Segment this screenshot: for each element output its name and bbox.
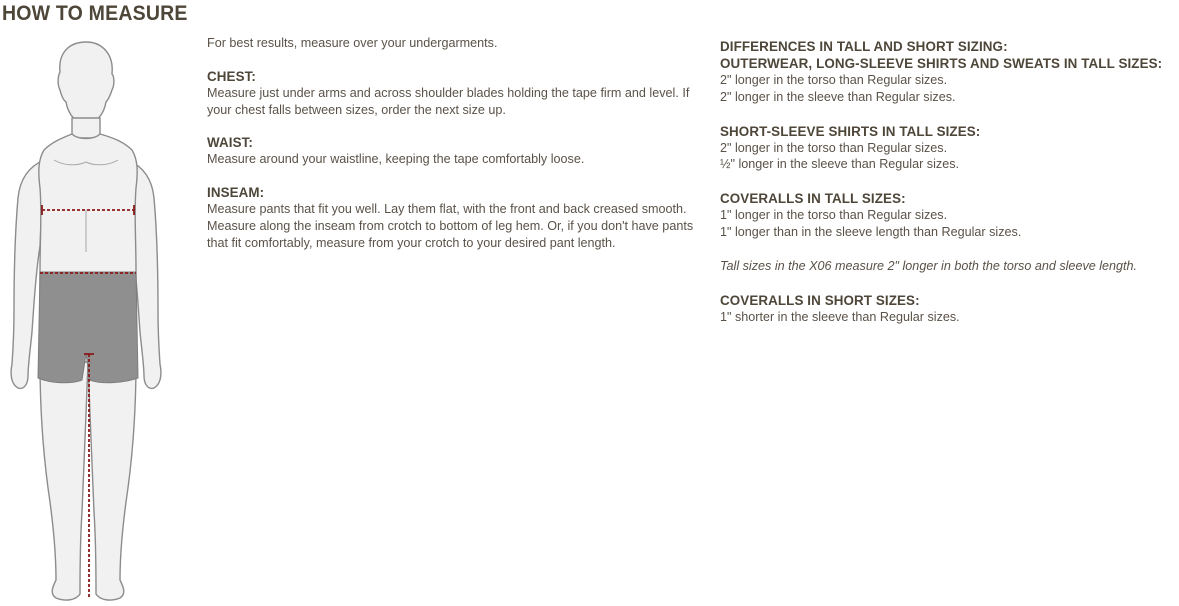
chest-text: Measure just under arms and across shoulder blades holding the tape firm and level. If your chest falls between sizes, order the next size up.	[207, 85, 690, 117]
outerwear-heading: OUTERWEAR, LONG-SLEEVE SHIRTS AND SWEATS IN TALL SIZES:	[720, 56, 1163, 71]
shorts	[38, 272, 138, 383]
outerwear-line: 2" longer in the torso than Regular sizes.	[720, 73, 948, 87]
chest-heading: CHEST:	[207, 68, 256, 84]
inseam-text: Measure pants that fit you well. Lay them flat, with the front and back creased smooth. Measure along the inseam from crotch to bottom of leg hem. Or, if you don't have pants that fit comfortably, measure from your crotch to your desired pant length.	[207, 202, 694, 250]
coveralls-short-line: 1" shorter in the sleeve than Regular sizes.	[720, 309, 960, 324]
coveralls-short-heading: COVERALLS IN SHORT SIZES:	[720, 292, 920, 308]
coveralls-tall-line: 1" longer than in the sleeve length than Regular sizes.	[720, 224, 1022, 239]
page-title: HOW TO MEASURE	[2, 2, 188, 25]
sizing-differences	[720, 38, 1179, 342]
short-sleeve-heading: SHORT-SLEEVE SHIRTS IN TALL SIZES:	[720, 123, 981, 139]
short-sleeve-line: ½" longer in the sleeve than Regular sizes.	[720, 157, 959, 172]
coveralls-short-block	[720, 292, 1179, 326]
outerwear-block	[720, 55, 1179, 106]
differences-heading: DIFFERENCES IN TALL AND SHORT SIZING:	[720, 39, 1008, 54]
coveralls-tall-line: 1" longer in the torso than Regular sizes.	[720, 208, 948, 223]
waist-heading: WAIST:	[207, 135, 253, 151]
coveralls-tall-block	[720, 190, 1179, 241]
waist-text: Measure around your waistline, keeping the tape comfortably loose.	[207, 152, 585, 167]
outerwear-line: 2" longer in the sleeve than Regular sizes.	[720, 89, 956, 104]
coveralls-tall-heading: COVERALLS IN TALL SIZES:	[720, 191, 906, 207]
measure-instructions	[207, 35, 697, 268]
body-measurement-figure-icon	[0, 32, 180, 606]
short-sleeve-line: 2" longer in the torso than Regular sizes.	[720, 140, 948, 155]
intro-text: For best results, measure over your undergarments.	[207, 36, 498, 50]
inseam-heading: INSEAM:	[207, 185, 265, 201]
short-sleeve-block	[720, 123, 1179, 174]
tall-sizes-note: Tall sizes in the X06 measure 2" longer in both the torso and sleeve length.	[720, 258, 1138, 273]
